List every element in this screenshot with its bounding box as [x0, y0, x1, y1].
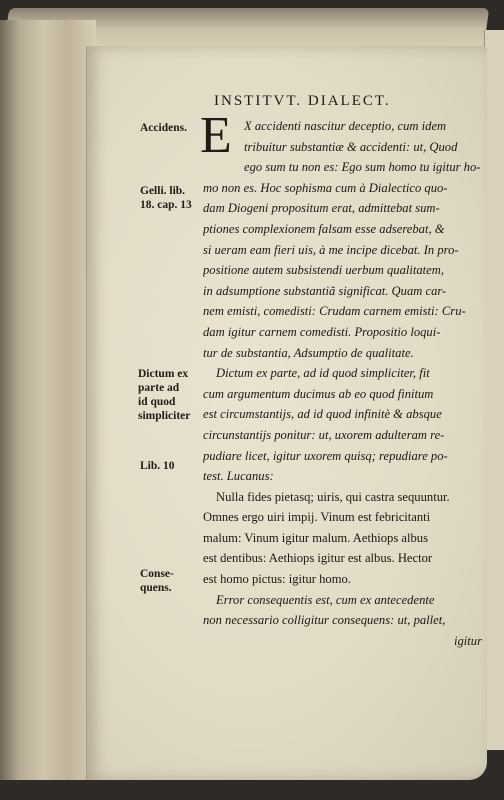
text-line: malum: Vinum igitur malum. Aethiops albus — [203, 530, 428, 545]
margin-note-simpliciter: simpliciter — [138, 410, 191, 422]
margin-note-gelli: Gelli. lib. — [140, 185, 186, 197]
margin-note-accidens: Accidens. — [140, 122, 187, 134]
text-line: pudiare licet, igitur uxorem quisq; repudiare po- — [203, 448, 448, 463]
text-line: dam Diogeni propositum erat, admittebat sum- — [203, 201, 440, 216]
running-title: INSTITVT. DIALECT. — [214, 93, 391, 109]
text-line: tur de substantia, Adsumptio de qualitate. — [203, 345, 414, 360]
text-line: Dictum ex parte, ad id quod simpliciter, fit — [216, 366, 430, 381]
text-line: si ueram eam fieri uis, à me incipe dicebat. In pro- — [203, 242, 459, 257]
margin-note-lib: Lib. 10 — [140, 460, 175, 472]
text-line: est dentibus: Aethiops igitur est albus. Hector — [203, 551, 433, 566]
margin-note-quens: quens. — [140, 582, 172, 594]
text-line: Omnes ergo uiri impij. Vinum est febricitanti — [203, 510, 431, 525]
text-line: circunstantijs ponitur: ut, uxorem adulteram re- — [203, 427, 445, 442]
text-line: non necessario colligitur consequens: ut, pallet, — [203, 613, 446, 628]
margin-note-parte: parte ad — [138, 382, 180, 394]
margin-note-id-quod: id quod — [138, 396, 176, 408]
text-line: Error consequentis est, cum ex antecedente — [216, 592, 435, 607]
dropcap-letter: E — [200, 107, 232, 164]
text-line: in adsumptione substantiã significat. Quam car- — [203, 283, 447, 298]
text-line: mo non es. Hoc sophisma cum à Dialectico quo- — [203, 180, 448, 195]
text-line: test. Lucanus: — [203, 469, 274, 484]
text-line: tribuitur substantiæ & accidenti: ut, Quod — [244, 139, 458, 154]
text-line: ego sum tu non es: Ego sum homo tu igitur ho- — [244, 160, 481, 175]
text-line: dam igitur carnem comedisti. Propositio loqui- — [203, 324, 441, 339]
text-line: Nulla fides pietasq; uiris, qui castra sequuntur. — [216, 489, 450, 504]
text-line: positione autem subsistendi uerbum qualitatem, — [203, 263, 445, 278]
main-text-block — [203, 116, 488, 651]
text-line: nem emisti, comedisti: Crudam carnem emisti: Cru- — [203, 304, 466, 319]
margin-note-conse: Conse- — [140, 568, 174, 580]
text-line: X accidenti nascitur deceptio, cum idem — [244, 119, 447, 133]
margin-note-dictum: Dictum ex — [138, 368, 189, 380]
catchword: igitur — [454, 633, 482, 648]
text-line: ptiones complexionem falsam esse adserebat, & — [203, 221, 445, 236]
text-line: cum argumentum ducimus ab eo quod finitum — [203, 386, 434, 401]
text-line: est circumstantijs, ad id quod infinitè & absque — [203, 407, 442, 422]
margin-note-cap: 18. cap. 13 — [140, 199, 192, 211]
text-line: est homo pictus: igitur homo. — [203, 572, 351, 587]
book-fore-edge — [0, 20, 96, 780]
